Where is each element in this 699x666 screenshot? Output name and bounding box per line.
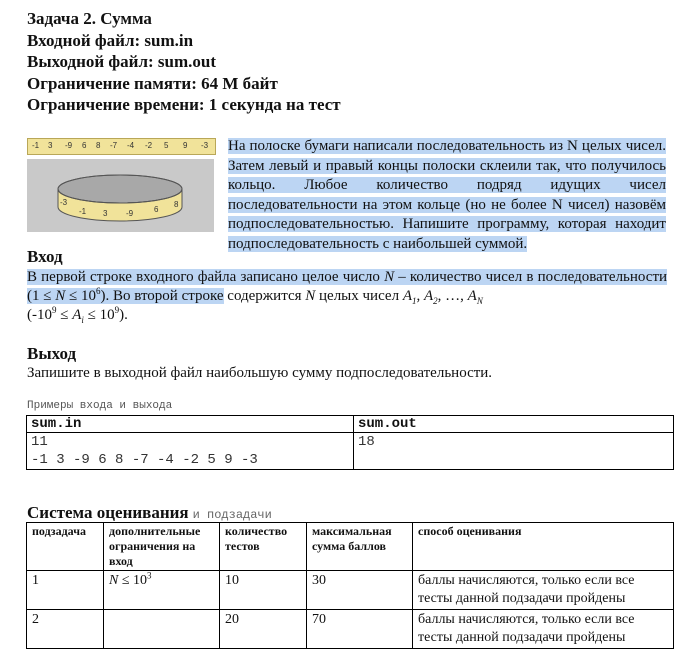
output-description: Запишите в выходной файл наибольшую сумму подпоследовательности.	[27, 365, 493, 381]
grading-header-row	[27, 523, 674, 571]
examples-col-out: sum.out	[354, 416, 674, 433]
ring-number: -9	[126, 209, 134, 218]
input-description: В первой строке входного файла записано целое число N – количество чисел в последовательности $(1 \le N \le 10^6)$. Во второй строке содержится N целых чисел $A_1$, $A_2$, …, $A_N$ $(-10^9 \le A_i \le 10^9)$.	[27, 269, 668, 325]
ring-number: 8	[174, 200, 179, 209]
example-input-cell: 11 -1 3 -9 6 8 -7 -4 -2 5 9 -3	[27, 433, 354, 470]
ring-number: -1	[79, 207, 87, 216]
table-row: 2 20 70 баллы начисляются, только если все тесты данной подзадачи пройдены	[27, 610, 674, 649]
grading-col-header: количество тестов	[220, 523, 307, 571]
strip-number: 8	[96, 141, 101, 150]
strip-number: 6	[82, 141, 87, 150]
strip-number: -7	[110, 141, 118, 150]
grading-col-header: дополнительные ограничения на вход	[104, 523, 220, 571]
strip-number: -2	[145, 141, 153, 150]
output-file-line: Выходной файл: sum.out	[27, 52, 217, 71]
grading-table	[26, 522, 674, 649]
ring-number: 6	[154, 205, 159, 214]
strip-number: 5	[164, 141, 169, 150]
examples-table	[26, 415, 674, 470]
strip-number: -1	[32, 141, 40, 150]
input-file-line: Входной файл: sum.in	[27, 30, 194, 50]
strip-number: -3	[201, 141, 209, 150]
ring-image	[27, 159, 214, 232]
output-heading: Выход	[27, 344, 77, 363]
strip-number: 3	[48, 141, 53, 150]
problem-title: Задача 2. Сумма	[27, 9, 152, 28]
paper-strip-image	[27, 138, 216, 155]
ring-number: 3	[103, 209, 108, 218]
strip-number: -9	[65, 141, 73, 150]
statement-intro-text: На полоске бумаги написали последовательность из N целых чисел. Затем левый и правый концы полоски склеили так, что получилось кольцо. Любое количество подряд идущих чисел последовательности на этом кольце (но не более N чисел) назовём подпоследовательностью. Напишите программу, которая находит подпоследовательность с наибольшей суммой.	[228, 138, 666, 252]
grading-col-header: подзадача	[27, 523, 104, 571]
strip-number: -4	[127, 141, 135, 150]
examples-caption: Примеры входа и выхода	[27, 400, 173, 412]
statement-intro	[228, 137, 666, 254]
grading-heading: Система оценивания и подзадачи	[27, 503, 272, 522]
input-heading: Вход	[27, 247, 63, 266]
time-limit-line: Ограничение времени: 1 секунда на тест	[27, 95, 341, 114]
grading-col-header: максимальная сумма баллов	[307, 523, 413, 571]
examples-col-in: sum.in	[27, 416, 354, 433]
ring-number: -3	[60, 198, 68, 207]
problem-header	[27, 8, 341, 116]
grading-col-header: способ оценивания	[413, 523, 674, 571]
memory-limit-line: Ограничение памяти: 64 М байт	[27, 73, 278, 93]
example-output-cell: 18	[354, 433, 674, 470]
strip-number: 9	[183, 141, 188, 150]
table-row: 1 $N \le 10^3$ 10 30 баллы начисляются, только если все тесты данной подзадачи пройдены	[27, 571, 674, 610]
